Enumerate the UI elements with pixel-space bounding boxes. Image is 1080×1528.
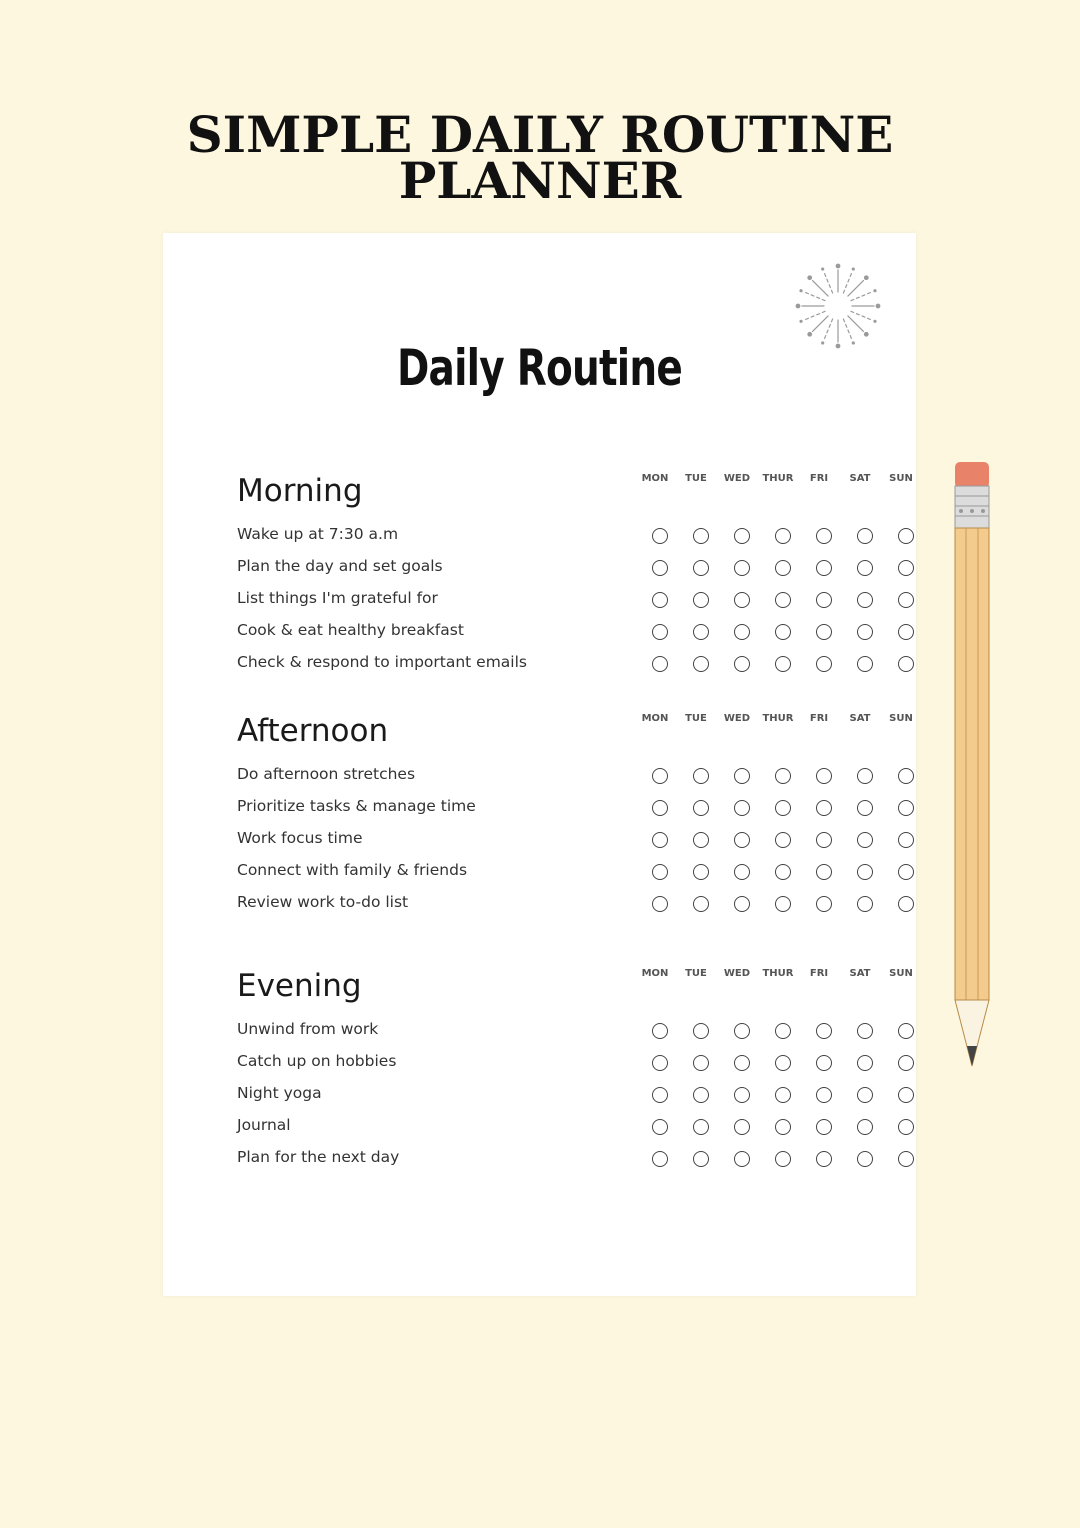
task-row: [237, 621, 847, 653]
checkbox-fri[interactable]: [816, 1087, 832, 1103]
checkbox-tue[interactable]: [693, 896, 709, 912]
checkbox-sun[interactable]: [898, 1151, 914, 1167]
task-label: Plan for the next day: [237, 1148, 400, 1166]
checkbox-mon[interactable]: [652, 1151, 668, 1167]
checkbox-fri[interactable]: [816, 896, 832, 912]
checkbox-sat[interactable]: [857, 656, 873, 672]
day-label: MON: [641, 968, 669, 979]
checkbox-fri[interactable]: [816, 1119, 832, 1135]
checkbox-sat[interactable]: [857, 1055, 873, 1071]
checkbox-wed[interactable]: [734, 1119, 750, 1135]
checkbox-thur[interactable]: [775, 832, 791, 848]
checkbox-mon[interactable]: [652, 896, 668, 912]
checkbox-tue[interactable]: [693, 1119, 709, 1135]
task-label: Plan the day and set goals: [237, 557, 443, 575]
checkbox-thur[interactable]: [775, 768, 791, 784]
day-label: THUR: [762, 968, 794, 979]
checkbox-mon[interactable]: [652, 832, 668, 848]
checkbox-sat[interactable]: [857, 528, 873, 544]
checkbox-tue[interactable]: [693, 656, 709, 672]
day-label: WED: [723, 968, 751, 979]
checkbox-sun[interactable]: [898, 1119, 914, 1135]
task-label: Connect with family & friends: [237, 861, 468, 879]
task-label: Cook & eat healthy breakfast: [237, 621, 464, 639]
day-label: SUN: [889, 473, 913, 484]
checkbox-wed[interactable]: [734, 832, 750, 848]
checkbox-mon[interactable]: [652, 1087, 668, 1103]
day-label: SAT: [849, 713, 871, 724]
checkbox-thur[interactable]: [775, 1055, 791, 1071]
task-row: [237, 1052, 847, 1084]
checkbox-mon[interactable]: [652, 800, 668, 816]
checkbox-tue[interactable]: [693, 1055, 709, 1071]
checkbox-fri[interactable]: [816, 528, 832, 544]
checkbox-thur[interactable]: [775, 1119, 791, 1135]
checkbox-thur[interactable]: [775, 1151, 791, 1167]
checkbox-tue[interactable]: [693, 1151, 709, 1167]
checkbox-tue[interactable]: [693, 1023, 709, 1039]
checkbox-wed[interactable]: [734, 800, 750, 816]
checkbox-thur[interactable]: [775, 592, 791, 608]
page-title: [0, 104, 1080, 210]
checkbox-mon[interactable]: [652, 1055, 668, 1071]
task-label: Check & respond to important emails: [237, 653, 527, 671]
sunburst-icon: [795, 263, 881, 349]
checkbox-thur[interactable]: [775, 896, 791, 912]
checkbox-wed[interactable]: [734, 1023, 750, 1039]
page-title-line-2: PLANNER: [398, 150, 682, 210]
checkbox-fri[interactable]: [816, 768, 832, 784]
checkbox-tue[interactable]: [693, 768, 709, 784]
task-label: Review work to-do list: [237, 893, 409, 911]
sheet-title: Daily Routine: [396, 339, 683, 397]
checkbox-wed[interactable]: [734, 592, 750, 608]
checkbox-wed[interactable]: [734, 1055, 750, 1071]
task-label: Prioritize tasks & manage time: [237, 797, 476, 815]
checkbox-wed[interactable]: [734, 1151, 750, 1167]
checkbox-wed[interactable]: [734, 864, 750, 880]
task-row: [237, 765, 847, 797]
checkbox-sat[interactable]: [857, 832, 873, 848]
checkbox-mon[interactable]: [652, 864, 668, 880]
task-row: [237, 1148, 847, 1180]
checkbox-wed[interactable]: [734, 528, 750, 544]
checkbox-mon[interactable]: [652, 560, 668, 576]
day-label: FRI: [809, 713, 829, 724]
checkbox-sat[interactable]: [857, 560, 873, 576]
page-title-line-1: SIMPLE DAILY ROUTINE: [186, 104, 894, 164]
task-row: [237, 893, 847, 925]
day-label: WED: [723, 473, 751, 484]
checkbox-tue[interactable]: [693, 1087, 709, 1103]
checkbox-tue[interactable]: [693, 800, 709, 816]
task-label: Night yoga: [237, 1084, 322, 1102]
checkbox-wed[interactable]: [734, 1087, 750, 1103]
day-label: TUE: [685, 713, 707, 724]
day-label: FRI: [809, 473, 829, 484]
day-label: SUN: [889, 713, 913, 724]
checkbox-fri[interactable]: [816, 592, 832, 608]
checkbox-wed[interactable]: [734, 656, 750, 672]
checkbox-fri[interactable]: [816, 800, 832, 816]
checkbox-sun[interactable]: [898, 1055, 914, 1071]
checkbox-sat[interactable]: [857, 768, 873, 784]
checkbox-sat[interactable]: [857, 1119, 873, 1135]
task-row: [237, 557, 847, 589]
checkbox-wed[interactable]: [734, 896, 750, 912]
checkbox-sat[interactable]: [857, 864, 873, 880]
checkbox-tue[interactable]: [693, 832, 709, 848]
task-label: Catch up on hobbies: [237, 1052, 397, 1070]
task-row: [237, 525, 847, 557]
checkbox-thur[interactable]: [775, 528, 791, 544]
checkbox-sun[interactable]: [898, 1023, 914, 1039]
checkbox-fri[interactable]: [816, 864, 832, 880]
checkbox-tue[interactable]: [693, 864, 709, 880]
day-label: TUE: [685, 968, 707, 979]
checkbox-sun[interactable]: [898, 1087, 914, 1103]
checkbox-mon[interactable]: [652, 624, 668, 640]
checkbox-fri[interactable]: [816, 1151, 832, 1167]
checkbox-fri[interactable]: [816, 1055, 832, 1071]
checkbox-fri[interactable]: [816, 832, 832, 848]
checkbox-sun[interactable]: [898, 864, 914, 880]
task-row: [237, 1020, 847, 1052]
task-label: List things I'm grateful for: [237, 589, 438, 607]
day-label: THUR: [762, 713, 794, 724]
day-label: TUE: [685, 473, 707, 484]
checkbox-mon[interactable]: [652, 592, 668, 608]
task-label: Unwind from work: [237, 1020, 379, 1038]
checkbox-thur[interactable]: [775, 624, 791, 640]
checkbox-fri[interactable]: [816, 1023, 832, 1039]
checkbox-sun[interactable]: [898, 896, 914, 912]
day-label: THUR: [762, 473, 794, 484]
day-label: SAT: [849, 473, 871, 484]
checkbox-mon[interactable]: [652, 768, 668, 784]
checkbox-tue[interactable]: [693, 624, 709, 640]
checkbox-mon[interactable]: [652, 656, 668, 672]
checkbox-tue[interactable]: [693, 560, 709, 576]
checkbox-sun[interactable]: [898, 624, 914, 640]
checkbox-thur[interactable]: [775, 864, 791, 880]
checkbox-mon[interactable]: [652, 1023, 668, 1039]
task-label: Do afternoon stretches: [237, 765, 416, 783]
checkbox-sat[interactable]: [857, 1087, 873, 1103]
task-label: Journal: [237, 1116, 291, 1134]
checkbox-sat[interactable]: [857, 800, 873, 816]
section-heading: Morning: [237, 473, 363, 509]
task-row: [237, 589, 847, 621]
task-row: [237, 797, 847, 829]
checkbox-sat[interactable]: [857, 1023, 873, 1039]
day-label: MON: [641, 473, 669, 484]
checkbox-sun[interactable]: [898, 768, 914, 784]
checkbox-wed[interactable]: [734, 560, 750, 576]
checkbox-sun[interactable]: [898, 656, 914, 672]
pencil-icon: [950, 460, 994, 1070]
checkbox-sun[interactable]: [898, 592, 914, 608]
checkbox-sun[interactable]: [898, 832, 914, 848]
day-label: FRI: [809, 968, 829, 979]
checkbox-fri[interactable]: [816, 624, 832, 640]
checkbox-sun[interactable]: [898, 528, 914, 544]
checkbox-thur[interactable]: [775, 1087, 791, 1103]
task-label: Wake up at 7:30 a.m: [237, 525, 399, 543]
checkbox-thur[interactable]: [775, 800, 791, 816]
checkbox-mon[interactable]: [652, 528, 668, 544]
checkbox-fri[interactable]: [816, 656, 832, 672]
checkbox-sun[interactable]: [898, 560, 914, 576]
task-row: [237, 829, 847, 861]
checkbox-thur[interactable]: [775, 1023, 791, 1039]
checkbox-fri[interactable]: [816, 560, 832, 576]
task-row: [237, 1084, 847, 1116]
checkbox-thur[interactable]: [775, 656, 791, 672]
task-row: [237, 1116, 847, 1148]
checkbox-sat[interactable]: [857, 624, 873, 640]
planner-sheet: [163, 233, 916, 1296]
checkbox-sun[interactable]: [898, 800, 914, 816]
task-row: [237, 653, 847, 685]
task-label: Work focus time: [237, 829, 363, 847]
checkbox-wed[interactable]: [734, 768, 750, 784]
task-row: [237, 861, 847, 893]
section-heading: Evening: [237, 968, 362, 1004]
checkbox-sat[interactable]: [857, 1151, 873, 1167]
day-label: MON: [641, 713, 669, 724]
day-label: SUN: [889, 968, 913, 979]
checkbox-tue[interactable]: [693, 528, 709, 544]
day-label: WED: [723, 713, 751, 724]
day-label: SAT: [849, 968, 871, 979]
section-heading: Afternoon: [237, 713, 389, 749]
checkbox-tue[interactable]: [693, 592, 709, 608]
checkbox-sat[interactable]: [857, 896, 873, 912]
checkbox-mon[interactable]: [652, 1119, 668, 1135]
checkbox-thur[interactable]: [775, 560, 791, 576]
checkbox-wed[interactable]: [734, 624, 750, 640]
checkbox-sat[interactable]: [857, 592, 873, 608]
